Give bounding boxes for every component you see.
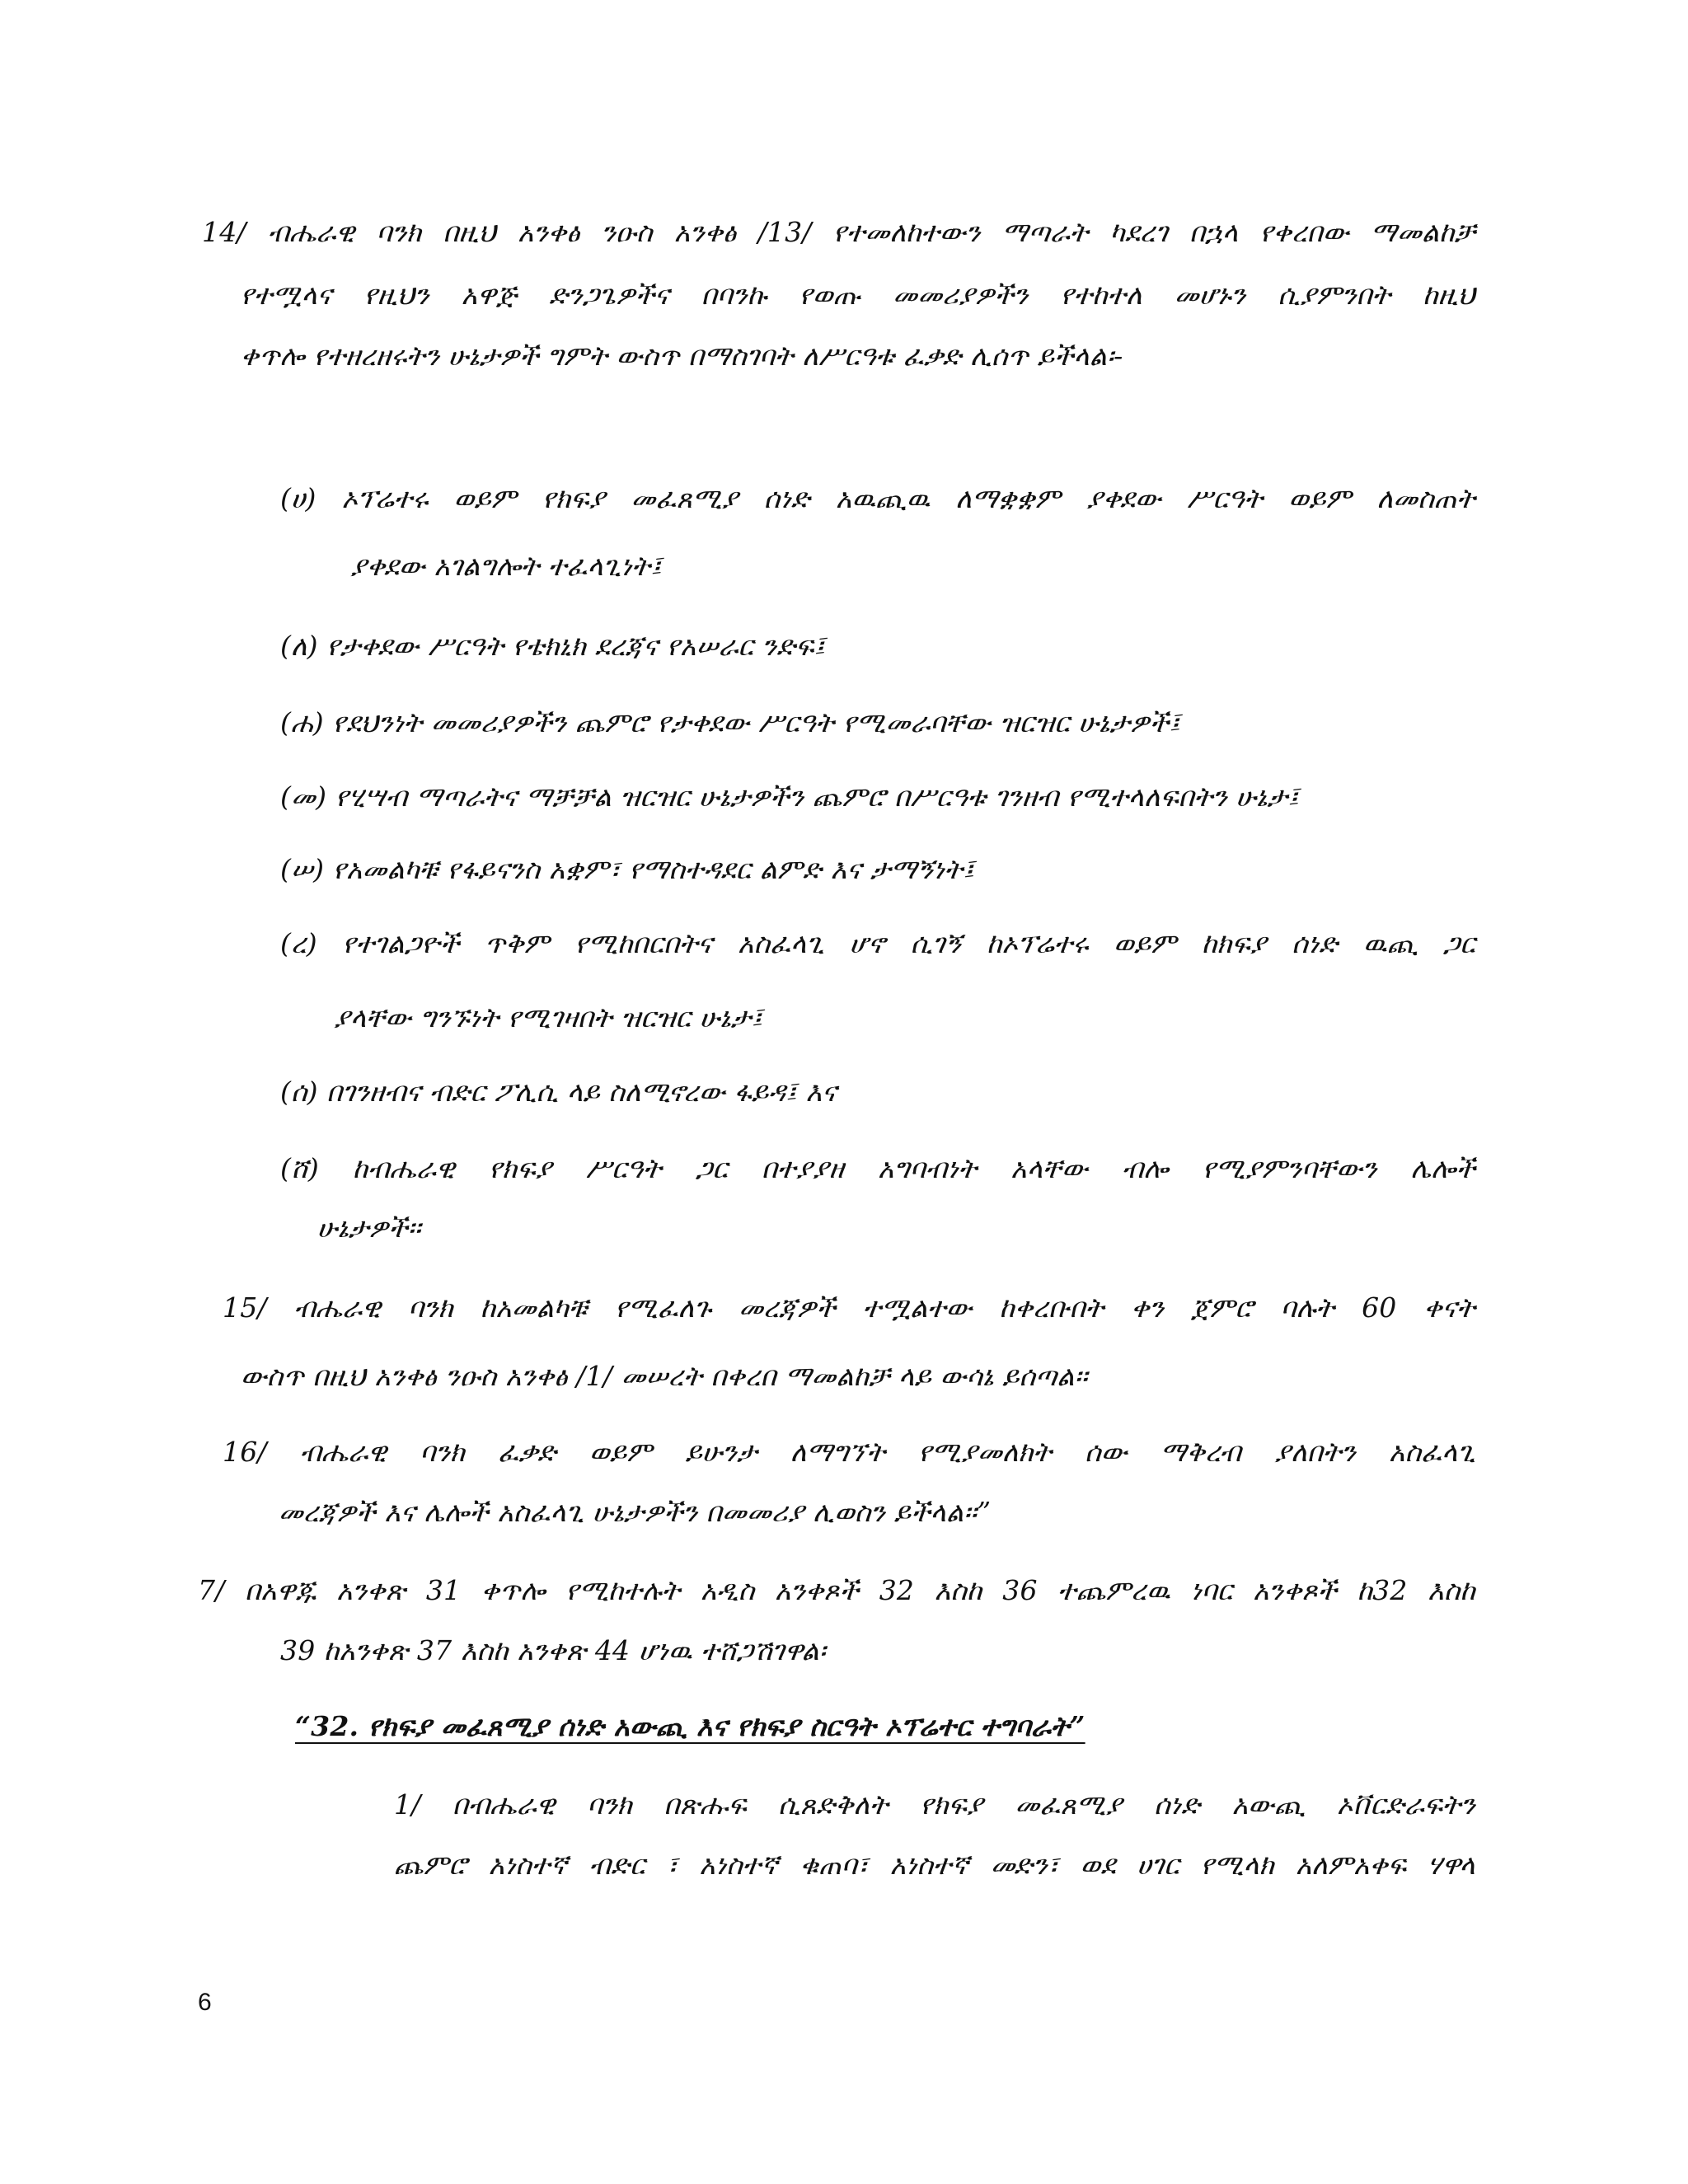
paragraph-15-line-1: 15/ ብሔራዊ ባንክ ከአመልካቹ የሚፈለጉ መረጃዎች ተሟልተው ከቀረቡበት ቀን ጀምሮ ባሉት 60 ቀናት	[223, 1291, 1475, 1324]
item-re-line-1: (ረ) የተገልጋዮች ጥቅም የሚከበርበትና አስፈላጊ ሆኖ ሲገኝ ከኦፕሬተሩ ወይም ከክፍያ ሰነድ ዉጪ ጋር	[280, 927, 1475, 959]
article-32-sub-1-line-1: 1/ በብሔራዊ ባንክ በጽሑፍ ሲጸድቅለት የክፍያ መፈጸሚያ ሰነድ አውጪ ኦቨርድራፍትን	[394, 1788, 1475, 1821]
item-le: (ለ) የታቀደው ሥርዓት የቴክኒክ ደረጃና የአሠራር ንድፍ፤	[280, 630, 826, 662]
item-re-line-2: ያላቸው ግንኙነት የሚገዛበት ዝርዝር ሁኔታ፤	[334, 1001, 763, 1033]
paragraph-14-line-3: ቀጥሎ የተዘረዘሩትን ሁኔታዎች ግምት ውስጥ በማስገባት ለሥርዓቱ ፈቃድ ሊሰጥ ይችላል፡-	[241, 340, 1123, 372]
paragraph-16-line-1: 16/ ብሔራዊ ባንክ ፈቃድ ወይም ይሁንታ ለማግኘት የሚያመለክት ሰው ማቅረብ ያለበትን አስፈላጊ	[223, 1436, 1475, 1468]
item-ha-line-2: ያቀደው አገልግሎት ተፈላጊነት፤	[350, 550, 662, 582]
paragraph-15-line-2: ውስጥ በዚህ አንቀፅ ንዑስ አንቀፅ /1/ መሠረት በቀረበ ማመልከቻ ላይ ውሳኔ ይሰጣል፡፡	[241, 1360, 1088, 1392]
item-hha: (ሐ) የደህንነት መመሪያዎችን ጨምሮ የታቀደው ሥርዓት የሚመራባቸው ዝርዝር ሁኔታዎች፤	[280, 706, 1180, 738]
item-she-line-2: ሁኔታዎች፡፡	[317, 1212, 421, 1244]
paragraph-7-line-2: 39 ከአንቀጽ 37 እስከ አንቀጽ 44 ሆነዉ ተሸጋሽገዋል፡	[280, 1634, 826, 1666]
paragraph-14-line-2: የተሟላና የዚህን አዋጅ ድንጋጌዎችና በባንኩ የወጡ መመሪያዎችን የተከተለ መሆኑን ሲያምንበት ከዚህ	[241, 279, 1475, 311]
item-she-line-1: (ሸ) ከብሔራዊ የክፍያ ሥርዓት ጋር በተያያዘ አግባብነት አላቸው ብሎ የሚያምንባቸውን ሌሎች	[280, 1152, 1475, 1184]
item-me: (መ) የሂሣብ ማጣራትና ማቻቻል ዝርዝር ሁኔታዎችን ጨምሮ በሥርዓቱ ገንዘብ የሚተላለፍበትን ሁኔታ፤	[280, 780, 1300, 813]
paragraph-7-line-1: 7/ በአዋጁ አንቀጽ 31 ቀጥሎ የሚከተሉት አዲስ አንቀጾች 32 እስከ 36 ተጨምረዉ ነባር አንቀጾች ከ32 እስከ	[198, 1574, 1475, 1606]
item-ha-line-1: (ሀ) ኦፕሬተሩ ወይም የክፍያ መፈጸሚያ ሰነድ አዉጪዉ ለማቋቋም ያቀደው ሥርዓት ወይም ለመስጠት	[280, 482, 1475, 514]
article-32-heading: “32. የክፍያ መፈጸሚያ ሰነድ አውጪ እና የክፍያ ስርዓት ኦፕሬተር ተግባራት”	[295, 1710, 1085, 1742]
item-se: (ሰ) በገንዘብና ብድር ፖሊሲ ላይ ስለሚኖረው ፋይዳ፤ እና	[280, 1076, 837, 1108]
article-32-sub-1-line-2: ጨምሮ አነስተኛ ብድር ፣ አነስተኛ ቁጠባ፣ አነስተኛ መድን፣ ወደ ሀገር የሚላክ አለምአቀፍ ሃዋላ	[394, 1849, 1475, 1881]
page-number: 6	[198, 1989, 212, 2016]
paragraph-14-line-1: 14/ ብሔራዊ ባንክ በዚህ አንቀፅ ንዑስ አንቀፅ /13/ የተመለከተውን ማጣራት ካደረገ በኋላ የቀረበው ማመልከቻ	[202, 216, 1475, 248]
paragraph-16-line-2: መረጃዎች እና ሌሎች አስፈላጊ ሁኔታዎችን በመመሪያ ሊወስን ይችላል፡፡”	[279, 1496, 992, 1528]
item-sse: (ሠ) የአመልካቹ የፋይናንስ አቋም፣ የማስተዳደር ልምድ እና ታማኝነት፤	[280, 853, 975, 885]
